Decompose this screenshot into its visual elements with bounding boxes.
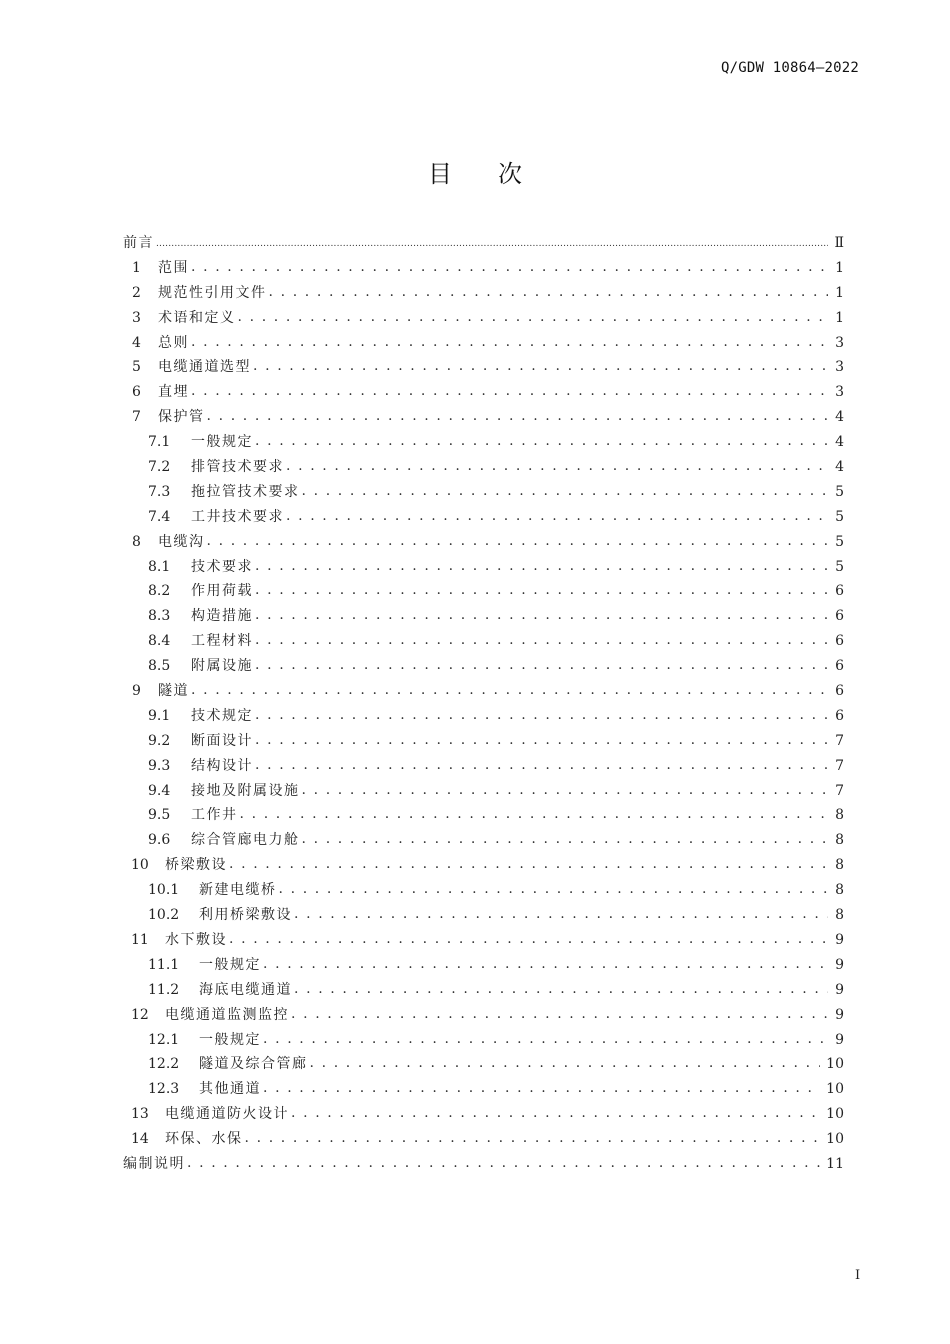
page-number: I [855, 1268, 861, 1283]
dot-leader [207, 529, 829, 554]
toc-entry[interactable] [123, 1152, 844, 1177]
toc-entry[interactable] [123, 530, 844, 555]
dot-leader [245, 1126, 821, 1151]
toc-entry-number: 7.2 [148, 459, 171, 476]
toc-entry-page: 6 [835, 633, 844, 650]
toc-entry-page: 8 [835, 857, 844, 874]
toc-entry[interactable] [123, 355, 844, 380]
toc-entry[interactable] [123, 256, 844, 281]
toc-entry-label: 技术要求 [191, 558, 253, 575]
dot-leader [255, 578, 828, 603]
dot-leader [191, 379, 828, 404]
toc-entry-page: 9 [835, 956, 844, 973]
toc-entry[interactable] [123, 928, 844, 953]
dot-leader [187, 1151, 820, 1176]
toc-entry-number: 9.6 [148, 832, 171, 849]
dot-leader [191, 678, 828, 703]
toc-entry-label: 作用荷载 [191, 583, 253, 600]
toc-entry[interactable] [123, 679, 844, 704]
toc-entry-label: 其他通道 [199, 1081, 261, 1098]
toc-entry-number: 10 [131, 857, 149, 874]
toc-entry-page: 9 [835, 981, 844, 998]
toc-entry[interactable] [123, 555, 844, 580]
toc-entry[interactable] [123, 331, 844, 356]
toc-entry-page: 3 [835, 384, 844, 401]
toc-entry-number: 9.2 [148, 732, 171, 749]
toc-entry[interactable] [123, 380, 844, 405]
dot-leader [191, 255, 828, 280]
toc-entry-number: 9 [132, 683, 141, 700]
toc-entry-page: 1 [835, 284, 844, 301]
toc-entry-page: 1 [835, 309, 844, 326]
table-of-contents [123, 231, 844, 1177]
toc-entry[interactable] [123, 629, 844, 654]
dot-leader [291, 1002, 828, 1027]
toc-entry-page: 10 [826, 1106, 844, 1123]
toc-entry-number: 9.5 [148, 807, 171, 824]
dot-leader [310, 1051, 821, 1076]
dot-leader [291, 1101, 820, 1126]
toc-entry-number: 8.1 [148, 558, 171, 575]
dot-leader [255, 753, 828, 778]
toc-entry-page: 10 [826, 1131, 844, 1148]
dot-leader [286, 504, 828, 529]
toc-entry[interactable] [123, 1127, 844, 1152]
toc-entry-label: 一般规定 [199, 956, 261, 973]
toc-entry[interactable] [123, 480, 844, 505]
toc-entry-number: 8.2 [148, 583, 171, 600]
toc-entry-number: 9.3 [148, 757, 171, 774]
toc-entry[interactable] [123, 505, 844, 530]
toc-entry-label: 构造措施 [191, 608, 253, 625]
toc-entry-page: 8 [835, 832, 844, 849]
dot-leader [294, 902, 828, 927]
toc-entry[interactable] [123, 978, 844, 1003]
document-code: Q/GDW 10864—2022 [720, 60, 859, 76]
toc-entry-label: 隧道 [158, 683, 189, 700]
toc-entry[interactable] [123, 579, 844, 604]
toc-entry[interactable] [123, 1052, 844, 1077]
dot-leader [229, 852, 828, 877]
toc-entry[interactable] [123, 1077, 844, 1102]
toc-entry[interactable] [123, 704, 844, 729]
toc-entry-number: 7.3 [148, 483, 171, 500]
dot-leader [255, 603, 828, 628]
toc-entry-page: Ⅱ [834, 235, 844, 251]
toc-entry-label: 电缆沟 [158, 533, 205, 550]
toc-entry-page: 4 [835, 434, 844, 451]
toc-entry-number: 8.5 [148, 658, 171, 675]
dot-leader [156, 230, 828, 257]
toc-entry[interactable] [123, 853, 844, 878]
dot-leader [294, 977, 828, 1002]
toc-entry[interactable] [123, 1003, 844, 1028]
toc-entry-label: 综合管廊电力舱 [191, 832, 300, 849]
dot-leader [279, 877, 829, 902]
toc-entry[interactable] [123, 654, 844, 679]
toc-entry-page: 3 [835, 359, 844, 376]
toc-entry-page: 9 [835, 931, 844, 948]
toc-entry-label: 工程材料 [191, 633, 253, 650]
toc-entry-page: 6 [835, 608, 844, 625]
toc-entry-page: 9 [835, 1031, 844, 1048]
dot-leader [255, 628, 828, 653]
toc-entry[interactable] [123, 878, 844, 903]
page-title [0, 154, 950, 189]
toc-entry[interactable] [123, 779, 844, 804]
toc-entry-number: 12.2 [148, 1056, 180, 1073]
toc-entry[interactable] [123, 903, 844, 928]
dot-leader [255, 728, 828, 753]
dot-leader [207, 404, 829, 429]
toc-entry-label: 排管技术要求 [191, 459, 284, 476]
toc-entry-label: 海底电缆通道 [199, 981, 292, 998]
toc-entry-label: 附属设施 [191, 658, 253, 675]
toc-entry-number: 12.1 [148, 1031, 180, 1048]
toc-entry-page: 10 [826, 1081, 844, 1098]
toc-entry[interactable] [123, 281, 844, 306]
toc-entry-page: 7 [835, 782, 844, 799]
dot-leader [255, 653, 828, 678]
toc-entry-page: 6 [835, 658, 844, 675]
dot-leader [253, 354, 828, 379]
toc-entry-label: 总则 [158, 334, 189, 351]
toc-entry-number: 6 [132, 384, 141, 401]
toc-entry-number: 7.1 [148, 434, 171, 451]
toc-entry[interactable] [123, 828, 844, 853]
dot-leader [255, 429, 828, 454]
toc-entry-page: 5 [835, 558, 844, 575]
toc-entry[interactable] [123, 430, 844, 455]
toc-entry-label: 直埋 [158, 384, 189, 401]
toc-entry-page: 7 [835, 732, 844, 749]
toc-entry-label: 水下敷设 [165, 931, 227, 948]
toc-entry-page: 3 [835, 334, 844, 351]
dot-leader [229, 927, 828, 952]
toc-entry-label: 拖拉管技术要求 [191, 483, 300, 500]
toc-entry-label: 电缆通道防火设计 [165, 1106, 289, 1123]
dot-leader [302, 778, 829, 803]
toc-entry-number: 14 [131, 1131, 149, 1148]
toc-entry[interactable] [123, 1102, 844, 1127]
toc-entry-number: 13 [131, 1106, 149, 1123]
toc-entry-number: 5 [132, 359, 141, 376]
dot-leader [240, 802, 829, 827]
toc-entry-label: 一般规定 [191, 434, 253, 451]
toc-entry[interactable] [123, 604, 844, 629]
toc-entry-label: 技术规定 [191, 707, 253, 724]
dot-leader [263, 1076, 820, 1101]
toc-entry-label: 桥梁敷设 [165, 857, 227, 874]
toc-entry-number: 11 [131, 931, 149, 948]
toc-entry-number: 9.4 [148, 782, 171, 799]
toc-entry-number: 7.4 [148, 508, 171, 525]
toc-entry-number: 11.1 [148, 956, 180, 973]
dot-leader [263, 1027, 828, 1052]
toc-entry-label: 保护管 [158, 409, 205, 426]
toc-entry-page: 11 [826, 1155, 844, 1172]
toc-entry-number: 9.1 [148, 707, 171, 724]
toc-entry-label: 术语和定义 [158, 309, 236, 326]
toc-entry-page: 8 [835, 907, 844, 924]
toc-entry-label: 编制说明 [123, 1155, 185, 1172]
toc-entry-page: 6 [835, 583, 844, 600]
toc-entry-number: 10.1 [148, 882, 180, 899]
toc-entry[interactable] [123, 1028, 844, 1053]
toc-entry-label: 利用桥梁敷设 [199, 907, 292, 924]
dot-leader [302, 479, 829, 504]
toc-entry-page: 1 [835, 259, 844, 276]
toc-entry[interactable] [123, 455, 844, 480]
page-title-char-1: 目 [428, 160, 452, 188]
toc-entry-label: 结构设计 [191, 757, 253, 774]
toc-entry[interactable] [123, 306, 844, 331]
toc-entry[interactable] [123, 231, 844, 256]
toc-entry-page: 4 [835, 409, 844, 426]
toc-entry-page: 6 [835, 707, 844, 724]
dot-leader [255, 703, 828, 728]
toc-entry-label: 规范性引用文件 [158, 284, 267, 301]
toc-entry-page: 5 [835, 483, 844, 500]
toc-entry-page: 9 [835, 1006, 844, 1023]
toc-entry-number: 11.2 [148, 981, 180, 998]
toc-entry-label: 工作井 [191, 807, 238, 824]
toc-entry-number: 12 [131, 1006, 149, 1023]
toc-entry-label: 环保、水保 [165, 1131, 243, 1148]
toc-entry-label: 工井技术要求 [191, 508, 284, 525]
dot-leader [263, 952, 828, 977]
toc-entry-page: 8 [835, 807, 844, 824]
toc-entry[interactable] [123, 405, 844, 430]
toc-entry-label: 电缆通道选型 [158, 359, 251, 376]
page-title-char-2: 次 [498, 160, 522, 188]
toc-entry-page: 5 [835, 533, 844, 550]
toc-entry-number: 1 [132, 259, 141, 276]
toc-entry-page: 4 [835, 459, 844, 476]
toc-entry-number: 8.3 [148, 608, 171, 625]
dot-leader [286, 454, 828, 479]
dot-leader [269, 280, 829, 305]
dot-leader [238, 305, 829, 330]
toc-entry-number: 3 [132, 309, 141, 326]
toc-entry-page: 7 [835, 757, 844, 774]
toc-entry-page: 8 [835, 882, 844, 899]
dot-leader [191, 330, 828, 355]
toc-entry-label: 一般规定 [199, 1031, 261, 1048]
toc-entry-label: 断面设计 [191, 732, 253, 749]
toc-entry[interactable] [123, 803, 844, 828]
toc-entry-number: 7 [132, 409, 141, 426]
dot-leader [255, 554, 828, 579]
toc-entry-label: 范围 [158, 259, 189, 276]
toc-entry-number: 4 [132, 334, 141, 351]
toc-entry-number: 8 [132, 533, 141, 550]
dot-leader [302, 827, 829, 852]
toc-entry-number: 10.2 [148, 907, 180, 924]
toc-entry-page: 6 [835, 683, 844, 700]
toc-entry-label: 电缆通道监测监控 [165, 1006, 289, 1023]
toc-entry-label: 前言 [123, 235, 154, 251]
toc-entry-label: 接地及附属设施 [191, 782, 300, 799]
toc-entry[interactable] [123, 729, 844, 754]
toc-entry-label: 隧道及综合管廊 [199, 1056, 308, 1073]
toc-entry[interactable] [123, 754, 844, 779]
toc-entry-label: 新建电缆桥 [199, 882, 277, 899]
toc-entry-number: 2 [132, 284, 141, 301]
toc-entry-page: 10 [826, 1056, 844, 1073]
toc-entry-page: 5 [835, 508, 844, 525]
toc-entry-number: 12.3 [148, 1081, 180, 1098]
toc-entry-number: 8.4 [148, 633, 171, 650]
toc-entry[interactable] [123, 953, 844, 978]
